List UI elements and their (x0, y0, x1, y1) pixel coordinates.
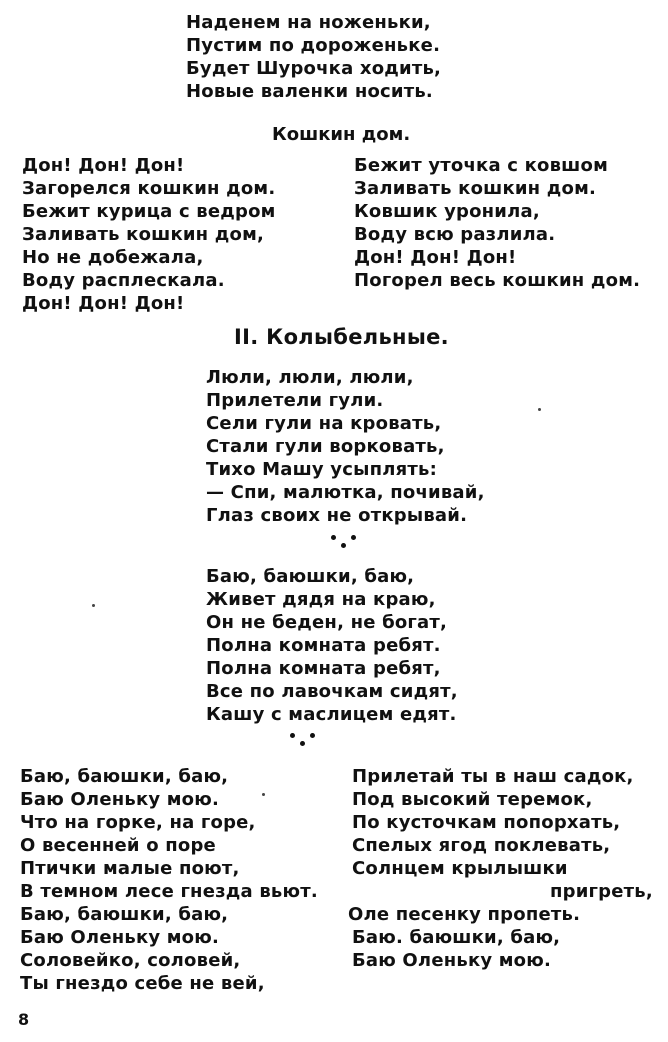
print-speck (262, 793, 265, 796)
verse-line: Дон! Дон! Дон! (22, 293, 185, 314)
verse-line: Солнцем крылышки (352, 858, 568, 879)
verse-line: Прилетели гули. (206, 390, 384, 411)
verse-line: Бежит уточка с ковшом (354, 155, 608, 176)
verse-line: Воду всю разлила. (354, 224, 556, 245)
verse-line: Баю, баюшки, баю, (206, 566, 415, 587)
verse-line: Кашу с маслицем едят. (206, 704, 457, 725)
verse-line: Баю Оленьку мою. (352, 950, 551, 971)
lullaby-olenka-right-column (348, 765, 653, 972)
asterism-divider (329, 533, 359, 549)
page-number: 8 (18, 1010, 30, 1029)
verse-line: Дон! Дон! Дон! (22, 155, 185, 176)
verse-line: Что на горке, на горе, (20, 812, 256, 833)
verse-line: Баю, баюшки, баю, (20, 766, 229, 787)
verse-line: Все по лавочкам сидят, (206, 681, 458, 702)
print-speck (92, 604, 95, 607)
verse-line: Ты гнездо себе не вей, (20, 973, 265, 994)
lullaby-dyadya (206, 565, 458, 726)
verse-line: Соловейко, соловей, (20, 950, 241, 971)
section-title-lullabies: II. Колыбельные. (234, 325, 449, 349)
verse-line: Баю, баюшки, баю, (20, 904, 229, 925)
verse-line: Погорел весь кошкин дом. (354, 270, 641, 291)
verse-line: Загорелся кошкин дом. (22, 178, 276, 199)
koshkin-dom-left-column (22, 154, 276, 315)
asterism-dot (341, 543, 346, 548)
verse-line: Новые валенки носить. (186, 81, 433, 102)
verse-line: Глаз своих не открывай. (206, 505, 468, 526)
lullaby-luli (206, 366, 485, 527)
verse-line: Под высокий теремок, (352, 789, 593, 810)
verse-line: Но не добежала, (22, 247, 204, 268)
verse-line: Баю Оленьку мою. (20, 927, 219, 948)
verse-line: Стали гули ворковать, (206, 436, 445, 457)
verse-line: О весенней о поре (20, 835, 216, 856)
verse-line: пригреть, (550, 881, 653, 902)
verse-line: Полна комната ребят. (206, 635, 441, 656)
verse-line: Бежит курица с ведром (22, 201, 276, 222)
asterism-dot (310, 733, 315, 738)
verse-line: Полна комната ребят, (206, 658, 441, 679)
verse-line: Живет дядя на краю, (206, 589, 436, 610)
verse-line: — Спи, малютка, почивай, (206, 482, 485, 503)
asterism-dot (290, 733, 295, 738)
verse-line: Оле песенку пропеть. (348, 904, 581, 925)
verse-line: Птички малые поют, (20, 858, 240, 879)
verse-line: Воду расплескала. (22, 270, 225, 291)
print-speck (538, 408, 541, 411)
asterism-divider (288, 731, 318, 747)
verse-line: В темном лесе гнезда вьют. (20, 881, 318, 902)
verse-line: Спелых ягод поклевать, (352, 835, 611, 856)
verse-line: Пустим по дороженьке. (186, 35, 441, 56)
verse-line: Тихо Машу усыплять: (206, 459, 437, 480)
asterism-dot (351, 535, 356, 540)
lullaby-olenka-left-column (20, 765, 318, 995)
verse-line: По кусточкам попорхать, (352, 812, 621, 833)
verse-line: Наденем на ноженьки, (186, 12, 431, 33)
poem-title-koshkin-dom: Кошкин дом. (272, 124, 411, 145)
verse-line: Люли, люли, люли, (206, 367, 414, 388)
verse-line: Дон! Дон! Дон! (354, 247, 517, 268)
verse-shurochka (186, 11, 441, 103)
verse-line: Баю Оленьку мою. (20, 789, 219, 810)
verse-line: Баю. баюшки, баю, (352, 927, 561, 948)
verse-line: Заливать кошкин дом, (22, 224, 265, 245)
verse-line: Будет Шурочка ходить, (186, 58, 442, 79)
asterism-dot (331, 535, 336, 540)
verse-line: Ковшик уронила, (354, 201, 540, 222)
asterism-dot (300, 741, 305, 746)
verse-line: Заливать кошкин дом. (354, 178, 597, 199)
verse-line: Сели гули на кровать, (206, 413, 442, 434)
koshkin-dom-right-column (354, 154, 640, 292)
verse-line: Прилетай ты в наш садок, (352, 766, 634, 787)
verse-line: Он не беден, не богат, (206, 612, 448, 633)
